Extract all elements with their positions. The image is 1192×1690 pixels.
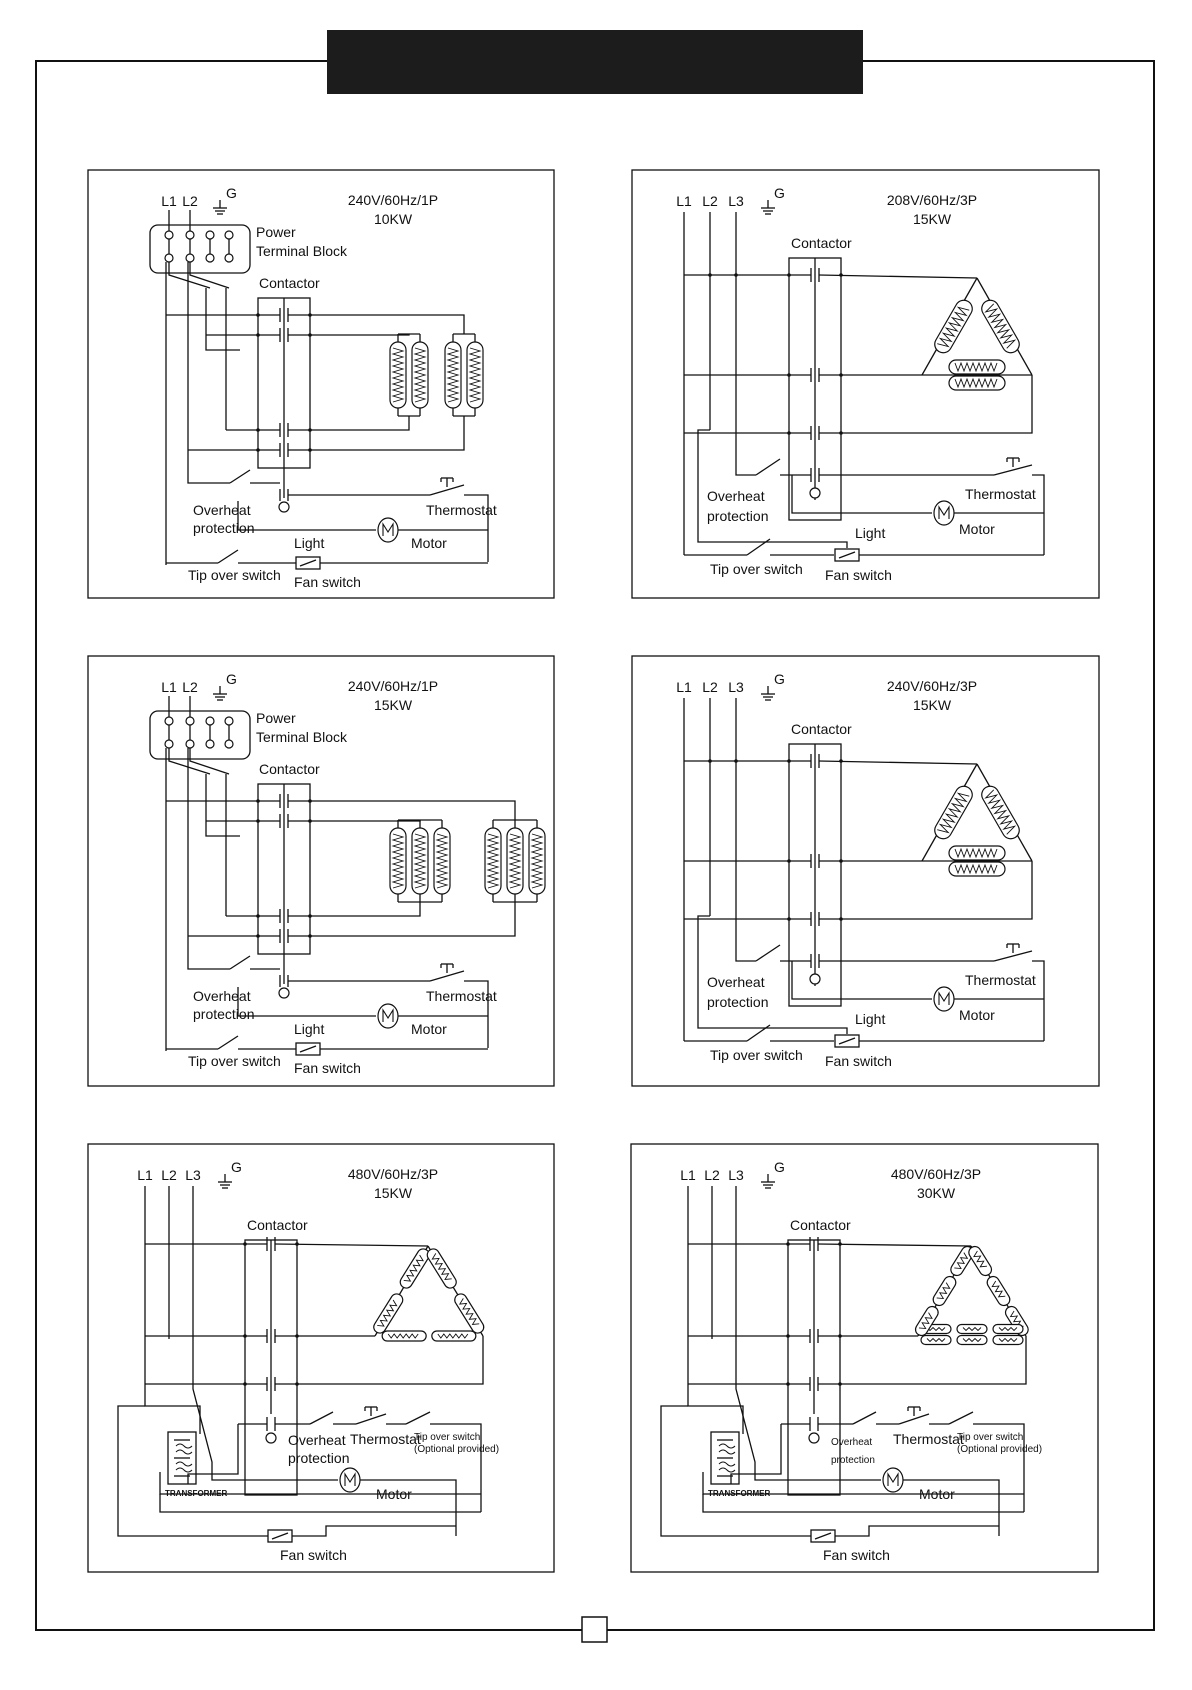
- tip-over-label: Tip over switch: [414, 1432, 481, 1443]
- heating-element: [390, 828, 406, 894]
- heating-element: [949, 846, 1005, 860]
- line-label-l1: L1: [161, 193, 177, 209]
- panel-p1: [88, 170, 554, 598]
- terminal: [165, 717, 173, 725]
- fan-switch-label: Fan switch: [294, 1060, 361, 1076]
- overheat-label: Overheat: [288, 1432, 346, 1448]
- protection-label: protection: [707, 508, 769, 524]
- panel-p6: [631, 1144, 1098, 1572]
- terminal: [186, 231, 194, 239]
- terminal-block-label: Terminal Block: [256, 243, 348, 259]
- terminal: [206, 717, 214, 725]
- ground-label: G: [231, 1159, 242, 1175]
- line-label-l2: L2: [161, 1167, 177, 1183]
- terminal-block-label: Terminal Block: [256, 729, 348, 745]
- motor-circle: [340, 1468, 360, 1492]
- overheat-label: Overheat: [707, 488, 765, 504]
- motor-symbol: [883, 1468, 903, 1492]
- motor-symbol: [378, 518, 398, 542]
- line-label-l3: L3: [728, 193, 744, 209]
- thermostat-label: Thermostat: [965, 486, 1036, 502]
- motor-label: Motor: [411, 1021, 447, 1037]
- terminal-block-box: [150, 711, 250, 759]
- panel-p4: [632, 656, 1099, 1086]
- fan-switch-symbol: [268, 1530, 292, 1542]
- heating-element: [949, 862, 1005, 876]
- tip-over-label: Tip over switch: [957, 1432, 1024, 1443]
- panel-frame: [88, 1144, 554, 1572]
- overheat-label: Overheat: [193, 988, 251, 1004]
- element-body: [921, 1336, 951, 1345]
- power-terminal-block: [150, 711, 250, 759]
- power-terminal-block: [150, 225, 250, 273]
- element-body: [949, 360, 1005, 374]
- motor-symbol: [934, 987, 954, 1011]
- contactor-coil: [809, 1433, 819, 1443]
- heating-element: [507, 828, 523, 894]
- line-label-l1: L1: [676, 679, 692, 695]
- heating-element: [529, 828, 545, 894]
- thermostat-label: Thermostat: [965, 972, 1036, 988]
- voltage-rating: 240V/60Hz/1P: [347, 678, 439, 694]
- power-rating: 15KW: [912, 211, 952, 227]
- heating-element: [432, 1331, 476, 1341]
- motor-circle: [378, 1004, 398, 1028]
- line-label-l1: L1: [161, 679, 177, 695]
- protection-label: protection: [193, 520, 255, 536]
- contactor-label: Contactor: [790, 1217, 851, 1233]
- fan-switch-label: Fan switch: [823, 1547, 890, 1563]
- fan-switch-label: Fan switch: [825, 567, 892, 583]
- light-label: Light: [294, 535, 325, 551]
- motor-label: Motor: [411, 535, 447, 551]
- optional-label: (Optional provided): [414, 1444, 500, 1455]
- heating-element: [993, 1336, 1023, 1345]
- terminal: [225, 740, 233, 748]
- ground-label: G: [774, 671, 785, 687]
- contactor-label: Contactor: [247, 1217, 308, 1233]
- heating-element: [390, 342, 406, 408]
- heating-element: [921, 1336, 951, 1345]
- heating-element: [434, 828, 450, 894]
- tip-over-label: Tip over switch: [188, 1053, 281, 1069]
- ground-label: G: [226, 185, 237, 201]
- power-rating: 15KW: [912, 697, 952, 713]
- thermostat-label: Thermostat: [426, 502, 497, 518]
- terminal: [206, 254, 214, 262]
- motor-label: Motor: [959, 521, 995, 537]
- contactor-coil: [279, 502, 289, 512]
- tip-over-label: Tip over switch: [710, 561, 803, 577]
- terminal: [186, 254, 194, 262]
- contactor-coil: [810, 488, 820, 498]
- terminal: [225, 254, 233, 262]
- panel-frame: [631, 1144, 1098, 1572]
- fan-switch-symbol: [296, 1043, 320, 1055]
- protection-label: protection: [707, 994, 769, 1010]
- thermostat-label: Thermostat: [426, 988, 497, 1004]
- voltage-rating: 240V/60Hz/1P: [347, 192, 439, 208]
- panel-p5: [88, 1144, 554, 1572]
- contactor-coil: [279, 988, 289, 998]
- motor-symbol: [378, 1004, 398, 1028]
- protection-label: protection: [288, 1450, 350, 1466]
- light-label: Light: [294, 1021, 325, 1037]
- heating-element: [949, 376, 1005, 390]
- fan-switch-symbol: [296, 557, 320, 569]
- power-label: Power: [256, 710, 296, 726]
- light-label: Light: [855, 1011, 886, 1027]
- line-label-l2: L2: [702, 193, 718, 209]
- transformer-label: TRANSFORMER: [165, 1489, 228, 1498]
- fan-switch-symbol: [811, 1530, 835, 1542]
- terminal: [165, 231, 173, 239]
- terminal: [206, 231, 214, 239]
- element-body: [957, 1336, 987, 1345]
- line-label-l2: L2: [182, 193, 198, 209]
- terminal: [186, 740, 194, 748]
- heating-element: [412, 342, 428, 408]
- contactor-coil: [810, 974, 820, 984]
- light-label: Light: [855, 525, 886, 541]
- panel-p2: [632, 170, 1099, 598]
- contactor-label: Contactor: [791, 235, 852, 251]
- voltage-rating: 480V/60Hz/3P: [347, 1166, 439, 1182]
- ground-label: G: [226, 671, 237, 687]
- thermostat-label: Thermostat: [893, 1431, 964, 1447]
- transformer-label: TRANSFORMER: [708, 1489, 771, 1498]
- overheat-label: Overheat: [707, 974, 765, 990]
- contactor-label: Contactor: [791, 721, 852, 737]
- junction-dot: [708, 273, 712, 277]
- overheat-label: Overheat: [193, 502, 251, 518]
- element-body: [949, 846, 1005, 860]
- terminal: [165, 740, 173, 748]
- motor-circle: [378, 518, 398, 542]
- heating-element: [949, 360, 1005, 374]
- fan-switch-symbol: [835, 1035, 859, 1047]
- fan-switch-label: Fan switch: [825, 1053, 892, 1069]
- line-label-l2: L2: [182, 679, 198, 695]
- voltage-rating: 208V/60Hz/3P: [886, 192, 978, 208]
- line-label-l1: L1: [680, 1167, 696, 1183]
- protection-label: protection: [831, 1455, 875, 1466]
- heating-element: [467, 342, 483, 408]
- power-rating: 10KW: [373, 211, 413, 227]
- terminal: [225, 231, 233, 239]
- motor-symbol: [934, 501, 954, 525]
- header-bar: [327, 30, 863, 94]
- heating-element: [957, 1336, 987, 1345]
- motor-label: Motor: [919, 1486, 955, 1502]
- thermostat-label: Thermostat: [350, 1431, 421, 1447]
- power-rating: 30KW: [916, 1185, 956, 1201]
- heating-element: [993, 1325, 1023, 1334]
- element-body: [993, 1325, 1023, 1334]
- terminal: [165, 254, 173, 262]
- line-label-l3: L3: [185, 1167, 201, 1183]
- voltage-rating: 240V/60Hz/3P: [886, 678, 978, 694]
- junction-dot: [708, 759, 712, 763]
- tip-over-label: Tip over switch: [710, 1047, 803, 1063]
- power-rating: 15KW: [373, 1185, 413, 1201]
- heating-element: [382, 1331, 426, 1341]
- contactor-coil: [266, 1433, 276, 1443]
- motor-symbol: [340, 1468, 360, 1492]
- voltage-rating: 480V/60Hz/3P: [890, 1166, 982, 1182]
- motor-label: Motor: [376, 1486, 412, 1502]
- line-label-l1: L1: [137, 1167, 153, 1183]
- line-label-l2: L2: [702, 679, 718, 695]
- element-body: [949, 376, 1005, 390]
- optional-label: (Optional provided): [957, 1444, 1043, 1455]
- heating-element: [957, 1325, 987, 1334]
- line-label-l2: L2: [704, 1167, 720, 1183]
- line-label-l3: L3: [728, 1167, 744, 1183]
- terminal: [186, 717, 194, 725]
- line-label-l3: L3: [728, 679, 744, 695]
- motor-circle: [883, 1468, 903, 1492]
- terminal-block-box: [150, 225, 250, 273]
- element-body: [949, 862, 1005, 876]
- junction-dot: [734, 273, 738, 277]
- fan-switch-label: Fan switch: [280, 1547, 347, 1563]
- panels: [88, 170, 1099, 1572]
- ground-label: G: [774, 185, 785, 201]
- fan-switch-symbol: [835, 549, 859, 561]
- motor-label: Motor: [959, 1007, 995, 1023]
- tip-over-label: Tip over switch: [188, 567, 281, 583]
- power-rating: 15KW: [373, 697, 413, 713]
- element-body: [957, 1325, 987, 1334]
- element-body: [993, 1336, 1023, 1345]
- heating-element: [485, 828, 501, 894]
- panel-p3: [88, 656, 554, 1086]
- motor-circle: [934, 987, 954, 1011]
- power-label: Power: [256, 224, 296, 240]
- heating-element: [412, 828, 428, 894]
- overheat-label: Overheat: [831, 1437, 873, 1448]
- heating-element: [445, 342, 461, 408]
- contactor-label: Contactor: [259, 761, 320, 777]
- line-label-l1: L1: [676, 193, 692, 209]
- contactor-label: Contactor: [259, 275, 320, 291]
- protection-label: protection: [193, 1006, 255, 1022]
- motor-circle: [934, 501, 954, 525]
- terminal: [206, 740, 214, 748]
- page-number-box: [582, 1617, 607, 1642]
- ground-label: G: [774, 1159, 785, 1175]
- terminal: [225, 717, 233, 725]
- fan-switch-label: Fan switch: [294, 574, 361, 590]
- junction-dot: [734, 759, 738, 763]
